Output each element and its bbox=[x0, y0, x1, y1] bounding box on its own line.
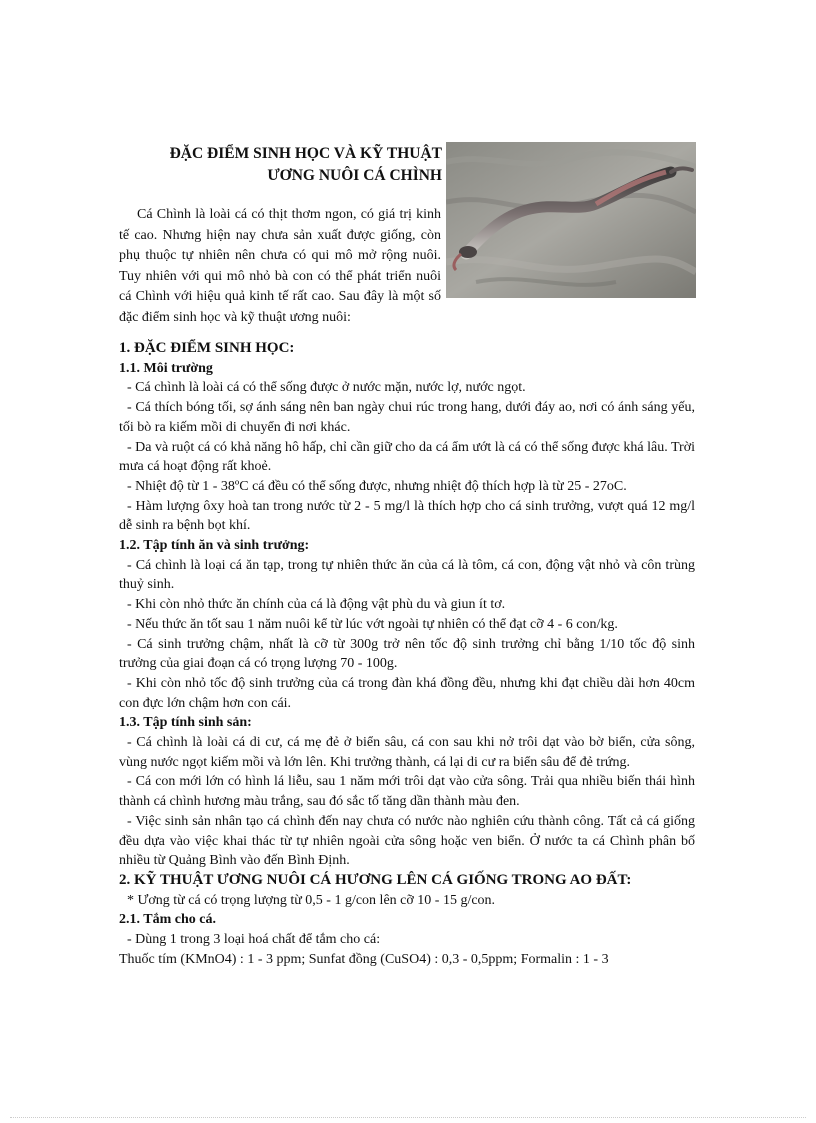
subsection-heading: 1.3. Tập tính sinh sản: bbox=[119, 715, 252, 731]
article-body bbox=[119, 339, 695, 970]
body-paragraph: - Cá chình là loài cá có thể sống được ở nước mặn, nước lợ, nước ngọt. bbox=[127, 380, 526, 396]
body-paragraph: - Nếu thức ăn tốt sau 1 năm nuôi kể từ lúc vớt ngoài tự nhiên có thể đạt cỡ 4 - 6 con/kg. bbox=[127, 616, 618, 632]
subsection-heading: 1.2. Tập tính ăn và sinh trưởng: bbox=[119, 538, 310, 554]
body-paragraph: - Cá thích bóng tối, sợ ánh sáng nên ban ngày chui rúc trong hang, dưới đáy ao, nơi có ánh sáng yếu, tối bò ra kiếm mồi di chuyển đi nơi khác. bbox=[119, 400, 695, 435]
body-paragraph: - Cá chình là loài cá di cư, cá mẹ đẻ ở biển sâu, cá con sau khi nở trôi dạt vào bờ biển, cửa sông, vùng nước ngọt kiếm mồi và lớn lên. Khi trưởng thành, cá lại di cư ra biển sâu để đẻ trứng. bbox=[119, 735, 695, 770]
body-paragraph: - Khi còn nhỏ tốc độ sinh trưởng của cá trong đàn khá đồng đều, nhưng khi đạt chiều dài hơn 40cm con đực lớn chậm hơn con cái. bbox=[119, 675, 695, 711]
title-line-1: ĐẶC ĐIỂM SINH HỌC VÀ KỸ THUẬT bbox=[169, 145, 442, 162]
body-paragraph: - Dùng 1 trong 3 loại hoá chất để tắm cho cá: bbox=[127, 932, 381, 948]
title-line-2: ƯƠNG NUÔI CÁ CHÌNH bbox=[267, 167, 442, 184]
intro-paragraph: Cá Chình là loài cá có thịt thơm ngon, có giá trị kinh tế cao. Nhưng hiện nay chưa sản xuất được giống, còn phụ thuộc tự nhiên nên chưa có qui mô mở rộng nuôi. Tuy nhiên với qui mô nhỏ bà con có thể phát triển nuôi cá Chình với hiệu quả kinh tế rất cao. Sau đây là một số đặc điểm sinh học và kỹ thuật ương nuôi: bbox=[119, 207, 441, 325]
document-title bbox=[140, 143, 442, 187]
body-paragraph: - Da và ruột cá có khả năng hô hấp, chỉ cần giữ cho da cá ẩm ướt là cá có thể sống được khá lâu. Trời mưa cá hoạt động rất khoẻ. bbox=[119, 439, 695, 475]
body-paragraph: - Khi còn nhỏ thức ăn chính của cá là động vật phù du và giun ít tơ. bbox=[127, 597, 506, 613]
subsection-heading: 1.1. Môi trường bbox=[119, 360, 213, 376]
body-paragraph: - Nhiệt độ từ 1 - 38ºC cá đều có thể sống được, nhưng nhiệt độ thích hợp là từ 25 - 27oC. bbox=[127, 478, 627, 494]
body-paragraph: - Cá sinh trưởng chậm, nhất là cỡ từ 300g trở nên tốc độ sinh trưởng chỉ bằng 1/10 tốc độ sinh trưởng của giai đoạn cá có trọng lượng 70 - 100g. bbox=[119, 636, 695, 672]
section-heading: 1. ĐẶC ĐIỂM SINH HỌC: bbox=[119, 340, 295, 356]
body-paragraph: Thuốc tím (KMnO4) : 1 - 3 ppm; Sunfat đồng (CuSO4) : 0,3 - 0,5ppm; Formalin : 1 - 3 bbox=[119, 951, 609, 967]
body-paragraph: - Cá con mới lớn có hình lá liễu, sau 1 năm mới trôi dạt vào cửa sông. Trải qua nhiều biến thái hình thành cá chình hương màu trắng, sau đó sắc tố tăng dần thành màu đen. bbox=[119, 774, 695, 810]
body-paragraph: - Hàm lượng ôxy hoà tan trong nước từ 2 - 5 mg/l là thích hợp cho cá sinh trưởng, vượt quá 12 mg/l dễ sinh ra bệnh bọt khí. bbox=[119, 498, 695, 534]
eel-photo bbox=[446, 142, 696, 298]
body-paragraph: - Cá chình là loại cá ăn tạp, trong tự nhiên thức ăn của cá là tôm, cá con, động vật nhỏ và côn trùng thuỷ sinh. bbox=[119, 557, 695, 593]
section-heading: 2. KỸ THUẬT ƯƠNG NUÔI CÁ HƯƠNG LÊN CÁ GIỐNG TRONG AO ĐẤT: bbox=[119, 871, 632, 888]
subsection-heading: 2.1. Tắm cho cá. bbox=[119, 912, 216, 928]
body-paragraph: - Việc sinh sản nhân tạo cá chình đến nay chưa có nước nào nghiên cứu thành công. Tất cả cá giống đều dựa vào việc khai thác từ tự nhiên ngoài cửa sông hoặc ven biển. Ở nước ta cá Chình phân bố nhiều từ Quảng Bình vào đến Bình Định. bbox=[119, 813, 695, 869]
body-paragraph: * Ương từ cá có trọng lượng từ 0,5 - 1 g/con lên cỡ 10 - 15 g/con. bbox=[127, 892, 496, 908]
page-footer-divider bbox=[10, 1117, 806, 1118]
